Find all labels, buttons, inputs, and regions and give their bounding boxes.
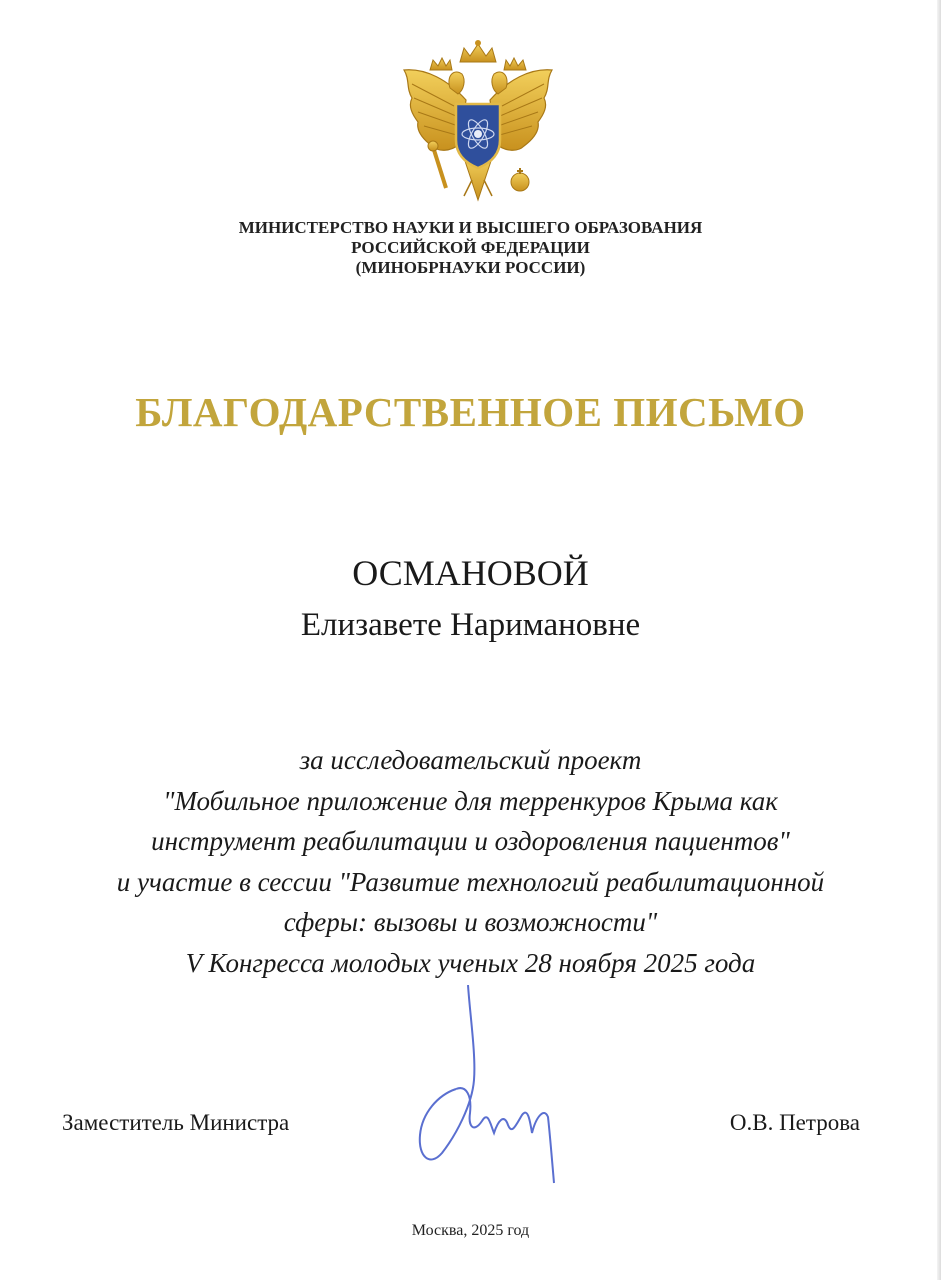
recipient-surname: ОСМАНОВОЙ xyxy=(352,553,589,593)
ministry-header xyxy=(0,218,941,278)
citation-text xyxy=(0,740,941,983)
ministry-line-3: (МИНОБРНАУКИ РОССИИ) xyxy=(355,258,586,277)
citation-line: и участие в сессии "Развитие технологий реабилитационной xyxy=(116,866,825,897)
citation-line: сферы: вызовы и возможности" xyxy=(283,907,658,937)
place-and-date: Москва, 2025 год xyxy=(411,1222,530,1239)
ministry-line-2: РОССИЙСКОЙ ФЕДЕРАЦИИ xyxy=(351,238,590,257)
signature-icon xyxy=(412,985,572,1185)
citation-line: V Конгресса молодых ученых 28 ноября 2025 года xyxy=(185,947,756,978)
citation-line: "Мобильное приложение для терренкуров Крыма как xyxy=(163,785,778,816)
signer-name: О.В. Петрова xyxy=(729,1110,860,1135)
ministry-line-1: МИНИСТЕРСТВО НАУКИ И ВЫСШЕГО ОБРАЗОВАНИЯ xyxy=(238,218,703,237)
signer-position: Заместитель Министра xyxy=(62,1110,290,1135)
document-title: БЛАГОДАРСТВЕННОЕ ПИСЬМО xyxy=(135,389,806,435)
citation-line: инструмент реабилитации и оздоровления пациентов" xyxy=(151,826,790,856)
recipient-name: Елизавете Наримановне xyxy=(300,607,641,643)
ministry-emblem-icon xyxy=(398,40,558,210)
citation-line: за исследовательский проект xyxy=(299,745,642,775)
